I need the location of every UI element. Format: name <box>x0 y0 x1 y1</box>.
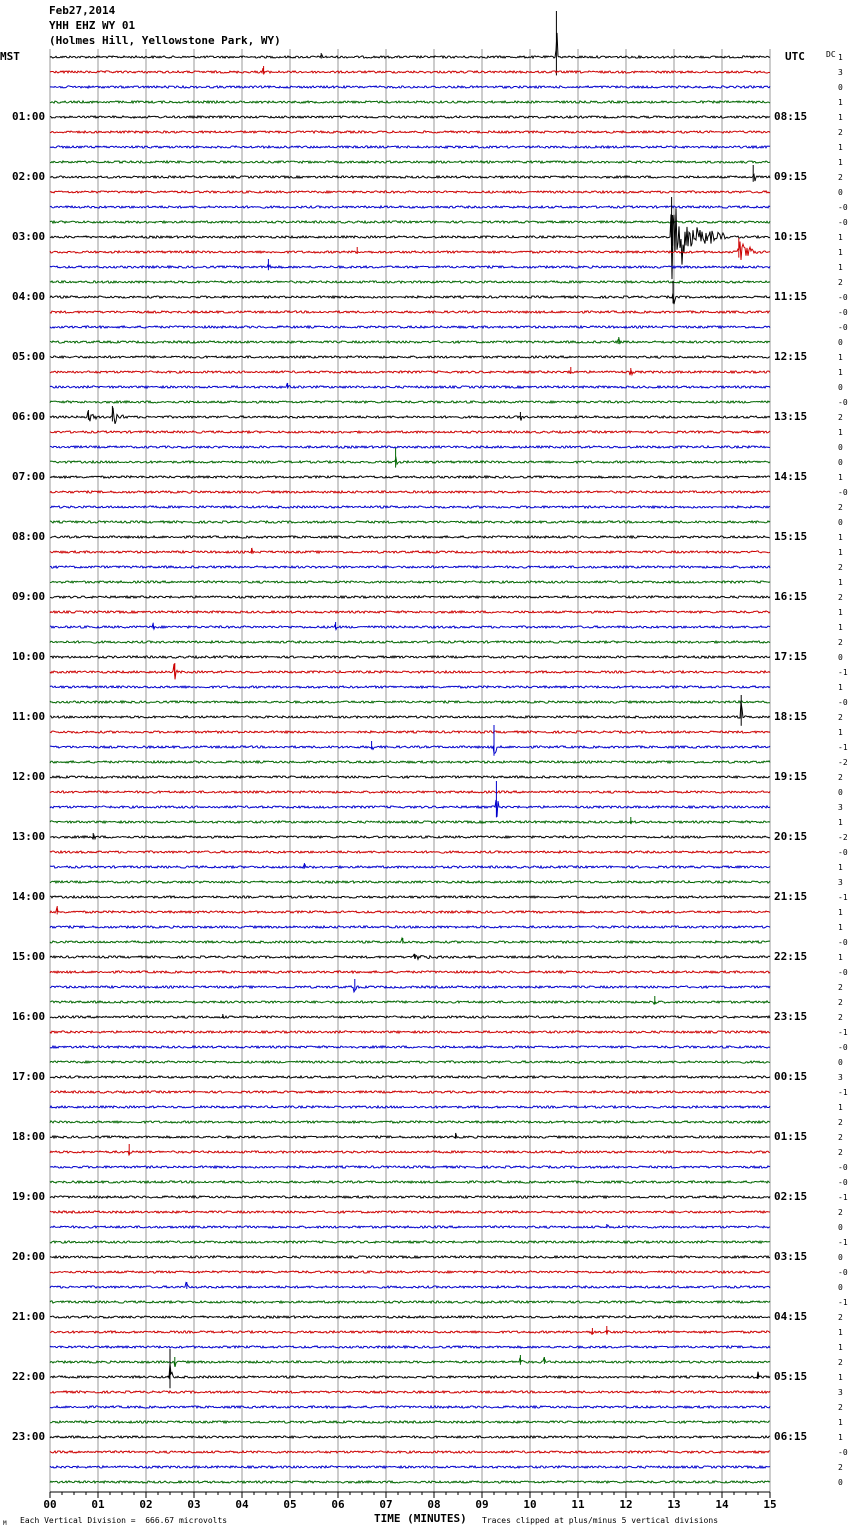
left-hour-label-19: 20:00 <box>12 1250 46 1263</box>
station-code: YHH EHZ WY 01 <box>49 19 136 32</box>
dc-offset-row-43: -0 <box>838 698 848 707</box>
trace-row-24 <box>50 408 770 424</box>
right-hour-label-19: 03:15 <box>774 1250 808 1263</box>
x-tick-label-6: 06 <box>331 1498 345 1511</box>
trace-row-62 <box>50 986 770 992</box>
trace-row-89 <box>50 1391 770 1393</box>
trace-row-71 <box>50 1121 770 1123</box>
trace-row-58 <box>50 926 770 928</box>
dc-offset-row-77: 2 <box>838 1208 843 1217</box>
dc-offset-row-40: 0 <box>838 653 843 662</box>
dc-offset-row-41: -1 <box>838 668 848 677</box>
trace-row-14 <box>50 265 770 268</box>
dc-offset-row-8: 2 <box>838 173 843 182</box>
trace-row-83 <box>50 1301 770 1303</box>
x-tick-label-2: 02 <box>139 1498 153 1511</box>
trace-row-61 <box>50 971 770 973</box>
dc-offset-row-81: -0 <box>838 1268 848 1277</box>
dc-offset-row-47: -2 <box>838 758 848 767</box>
trace-row-5 <box>50 131 770 133</box>
right-hour-label-12: 20:15 <box>774 830 808 843</box>
left-hour-label-14: 15:00 <box>12 950 46 963</box>
trace-row-21 <box>50 370 770 375</box>
trace-row-72 <box>50 1134 770 1138</box>
right-hour-label-10: 18:15 <box>774 710 808 723</box>
dc-offset-row-57: 1 <box>838 908 843 917</box>
trace-row-13 <box>50 242 770 261</box>
left-hour-label-20: 21:00 <box>12 1310 46 1323</box>
dc-offset-row-54: 1 <box>838 863 843 872</box>
trace-row-67 <box>50 1061 770 1063</box>
trace-row-86 <box>50 1346 770 1348</box>
trace-row-42 <box>50 686 770 688</box>
trace-row-23 <box>50 401 770 403</box>
trace-row-44 <box>50 702 770 718</box>
trace-row-27 <box>50 458 770 464</box>
dc-offset-row-87: 2 <box>838 1358 843 1367</box>
dc-offset-row-61: -0 <box>838 968 848 977</box>
left-hour-label-22: 23:00 <box>12 1430 46 1443</box>
trace-row-32 <box>50 536 770 538</box>
dc-offset-row-56: -1 <box>838 893 848 902</box>
left-hour-label-2: 03:00 <box>12 230 46 243</box>
dc-offset-row-79: -1 <box>838 1238 848 1247</box>
dc-offset-row-2: 0 <box>838 83 843 92</box>
trace-row-95 <box>50 1481 770 1483</box>
trace-row-80 <box>50 1256 770 1258</box>
trace-row-9 <box>50 191 770 193</box>
trace-row-34 <box>50 566 770 568</box>
trace-row-28 <box>50 476 770 478</box>
dc-offset-row-24: 2 <box>838 413 843 422</box>
dc-offset-row-53: -0 <box>838 848 848 857</box>
dc-offset-row-93: -0 <box>838 1448 848 1457</box>
dc-offset-row-26: 0 <box>838 443 843 452</box>
dc-offset-row-18: -0 <box>838 323 848 332</box>
right-hour-label-22: 06:15 <box>774 1430 808 1443</box>
dc-offset-row-0: 1 <box>838 53 843 62</box>
left-hour-label-21: 22:00 <box>12 1370 46 1383</box>
x-tick-label-3: 03 <box>187 1498 201 1511</box>
trace-row-31 <box>50 521 770 523</box>
dc-offset-row-55: 3 <box>838 878 843 887</box>
trace-row-54 <box>50 865 770 869</box>
dc-offset-row-90: 2 <box>838 1403 843 1412</box>
dc-offset-row-12: 1 <box>838 233 843 242</box>
trace-row-4 <box>50 116 770 118</box>
trace-row-92 <box>50 1436 770 1438</box>
right-hour-label-3: 11:15 <box>774 290 808 303</box>
trace-row-3 <box>50 101 770 103</box>
dc-offset-row-74: -0 <box>838 1163 848 1172</box>
dc-offset-row-19: 0 <box>838 338 843 347</box>
x-tick-label-9: 09 <box>475 1498 489 1511</box>
left-hour-label-3: 04:00 <box>12 290 46 303</box>
trace-row-26 <box>50 446 770 448</box>
seismogram-traces <box>50 11 770 1483</box>
trace-row-70 <box>50 1106 770 1108</box>
dc-offset-row-72: 2 <box>838 1133 843 1142</box>
clip-note: Traces clipped at plus/minus 5 vertical divisions <box>482 1516 719 1525</box>
dc-offset-row-13: 1 <box>838 248 843 257</box>
x-tick-label-15: 15 <box>763 1498 777 1511</box>
trace-row-22 <box>50 384 770 388</box>
right-hour-label-5: 13:15 <box>774 410 808 423</box>
dc-offset-row-91: 1 <box>838 1418 843 1427</box>
trace-row-57 <box>50 907 770 913</box>
trace-row-52 <box>50 836 770 839</box>
dc-offset-row-11: -0 <box>838 218 848 227</box>
dc-offset-row-62: 2 <box>838 983 843 992</box>
trace-row-78 <box>50 1225 770 1228</box>
left-hour-label-6: 07:00 <box>12 470 46 483</box>
dc-offset-row-63: 2 <box>838 998 843 1007</box>
dc-offset-row-78: 0 <box>838 1223 843 1232</box>
dc-offset-row-4: 1 <box>838 113 843 122</box>
dc-offset-row-23: -0 <box>838 398 848 407</box>
x-tick-label-1: 01 <box>91 1498 105 1511</box>
corner-mark: M <box>3 1520 7 1527</box>
trace-row-2 <box>50 86 770 88</box>
dc-offset-row-86: 1 <box>838 1343 843 1352</box>
trace-row-33 <box>50 549 770 553</box>
trace-row-35 <box>50 581 770 583</box>
station-location: (Holmes Hill, Yellowstone Park, WY) <box>49 34 281 47</box>
left-hour-label-17: 18:00 <box>12 1130 46 1143</box>
trace-row-63 <box>50 1001 770 1004</box>
left-hour-label-13: 14:00 <box>12 890 46 903</box>
dc-offset-row-3: 1 <box>838 98 843 107</box>
dc-offset-row-66: -0 <box>838 1043 848 1052</box>
right-hour-label-16: 00:15 <box>774 1070 808 1083</box>
right-hour-label-15: 23:15 <box>774 1010 808 1023</box>
trace-row-94 <box>50 1466 770 1468</box>
trace-row-17 <box>50 311 770 313</box>
right-hour-label-18: 02:15 <box>774 1190 808 1203</box>
dc-offset-row-44: 2 <box>838 713 843 722</box>
dc-offset-row-94: 2 <box>838 1463 843 1472</box>
trace-row-68 <box>50 1076 770 1078</box>
minute-grid <box>50 49 770 1492</box>
left-hour-label-0: 01:00 <box>12 110 46 123</box>
dc-offset-row-60: 1 <box>838 953 843 962</box>
trace-row-25 <box>50 431 770 433</box>
dc-offset-row-88: 1 <box>838 1373 843 1382</box>
x-tick-label-4: 04 <box>235 1498 249 1511</box>
right-hour-label-11: 19:15 <box>774 770 808 783</box>
trace-row-48 <box>50 776 770 778</box>
scale-note: Each Vertical Division = 666.67 microvolts <box>20 1516 228 1525</box>
dc-offset-row-9: 0 <box>838 188 843 197</box>
trace-row-79 <box>50 1241 770 1243</box>
trace-row-47 <box>50 761 770 763</box>
right-hour-label-2: 10:15 <box>774 230 808 243</box>
trace-row-1 <box>50 68 770 73</box>
dc-offset-row-39: 2 <box>838 638 843 647</box>
left-hour-label-5: 06:00 <box>12 410 46 423</box>
dc-offset-row-1: 3 <box>838 68 843 77</box>
dc-offset-row-36: 2 <box>838 593 843 602</box>
trace-row-49 <box>50 791 770 793</box>
trace-row-87 <box>50 1358 770 1367</box>
dc-offset-row-27: 0 <box>838 458 843 467</box>
dc-offset-row-17: -0 <box>838 308 848 317</box>
right-hour-label-20: 04:15 <box>774 1310 808 1323</box>
trace-row-84 <box>50 1316 770 1318</box>
trace-row-43 <box>50 701 770 703</box>
trace-row-64 <box>50 1016 770 1019</box>
trace-row-51 <box>50 821 770 824</box>
trace-row-36 <box>50 596 770 598</box>
left-hour-label-9: 10:00 <box>12 650 46 663</box>
left-timezone-label: MST <box>0 50 20 63</box>
dc-offset-header: DC <box>826 50 836 59</box>
left-hour-label-8: 09:00 <box>12 590 46 603</box>
right-hour-label-9: 17:15 <box>774 650 808 663</box>
dc-offset-row-16: -0 <box>838 293 848 302</box>
x-tick-label-8: 08 <box>427 1498 441 1511</box>
trace-row-38 <box>50 624 770 630</box>
trace-row-60 <box>50 955 770 960</box>
trace-row-88 <box>50 1363 770 1378</box>
dc-offset-row-37: 1 <box>838 608 843 617</box>
dc-offset-row-20: 1 <box>838 353 843 362</box>
trace-row-39 <box>50 641 770 643</box>
left-hour-label-18: 19:00 <box>12 1190 46 1203</box>
dc-offset-row-75: -0 <box>838 1178 848 1187</box>
right-hour-label-6: 14:15 <box>774 470 808 483</box>
dc-offset-row-30: 2 <box>838 503 843 512</box>
dc-offset-row-83: -1 <box>838 1298 848 1307</box>
trace-row-29 <box>50 491 770 493</box>
left-hour-label-15: 16:00 <box>12 1010 46 1023</box>
left-hour-label-7: 08:00 <box>12 530 46 543</box>
x-axis-label: TIME (MINUTES) <box>374 1512 467 1525</box>
left-hour-label-10: 11:00 <box>12 710 46 723</box>
right-hour-label-17: 01:15 <box>774 1130 808 1143</box>
trace-row-40 <box>50 656 770 658</box>
right-hour-label-13: 21:15 <box>774 890 808 903</box>
trace-row-12 <box>50 208 770 279</box>
dc-offset-row-29: -0 <box>838 488 848 497</box>
trace-row-46 <box>50 746 770 753</box>
dc-offset-row-51: 1 <box>838 818 843 827</box>
right-hour-label-7: 15:15 <box>774 530 808 543</box>
dc-offset-row-10: -0 <box>838 203 848 212</box>
trace-row-69 <box>50 1091 770 1093</box>
right-hour-label-0: 08:15 <box>774 110 808 123</box>
trace-row-10 <box>50 206 770 208</box>
x-tick-label-0: 00 <box>43 1498 57 1511</box>
dc-offset-row-32: 1 <box>838 533 843 542</box>
left-hour-label-16: 17:00 <box>12 1070 46 1083</box>
dc-offset-row-50: 3 <box>838 803 843 812</box>
x-tick-label-13: 13 <box>667 1498 681 1511</box>
dc-offset-row-38: 1 <box>838 623 843 632</box>
dc-offset-row-5: 2 <box>838 128 843 137</box>
x-tick-label-5: 05 <box>283 1498 297 1511</box>
dc-offset-row-76: -1 <box>838 1193 848 1202</box>
trace-row-37 <box>50 611 770 613</box>
dc-offset-row-68: 3 <box>838 1073 843 1082</box>
trace-row-0 <box>50 33 770 58</box>
dc-offset-row-84: 2 <box>838 1313 843 1322</box>
x-tick-label-11: 11 <box>571 1498 585 1511</box>
dc-offset-row-89: 3 <box>838 1388 843 1397</box>
dc-offset-row-82: 0 <box>838 1283 843 1292</box>
trace-row-66 <box>50 1046 770 1048</box>
trace-row-6 <box>50 146 770 148</box>
trace-row-59 <box>50 938 770 943</box>
trace-row-7 <box>50 161 770 163</box>
trace-row-53 <box>50 851 770 853</box>
dc-offset-row-35: 1 <box>838 578 843 587</box>
dc-offset-row-92: 1 <box>838 1433 843 1442</box>
dc-offset-row-22: 0 <box>838 383 843 392</box>
right-hour-label-1: 09:15 <box>774 170 808 183</box>
trace-row-16 <box>50 293 770 304</box>
dc-offset-row-42: 1 <box>838 683 843 692</box>
trace-row-18 <box>50 326 770 328</box>
dc-offset-row-25: 1 <box>838 428 843 437</box>
dc-offset-row-64: 2 <box>838 1013 843 1022</box>
dc-offset-row-46: -1 <box>838 743 848 752</box>
dc-offset-row-49: 0 <box>838 788 843 797</box>
dc-offset-row-58: 1 <box>838 923 843 932</box>
trace-row-8 <box>50 175 770 181</box>
dc-offset-row-34: 2 <box>838 563 843 572</box>
dc-offset-row-70: 1 <box>838 1103 843 1112</box>
trace-row-30 <box>50 506 770 508</box>
trace-row-90 <box>50 1406 770 1408</box>
right-hour-label-14: 22:15 <box>774 950 808 963</box>
trace-row-77 <box>50 1211 770 1213</box>
dc-offset-row-14: 1 <box>838 263 843 272</box>
dc-offset-row-95: 0 <box>838 1478 843 1487</box>
dc-offset-row-45: 1 <box>838 728 843 737</box>
trace-row-20 <box>50 356 770 358</box>
right-hour-label-4: 12:15 <box>774 350 808 363</box>
time-axis <box>43 1492 776 1511</box>
dc-offset-row-33: 1 <box>838 548 843 557</box>
dc-offset-row-80: 0 <box>838 1253 843 1262</box>
dc-offset-row-28: 1 <box>838 473 843 482</box>
right-hour-label-21: 05:15 <box>774 1370 808 1383</box>
dc-offset-row-67: 0 <box>838 1058 843 1067</box>
x-tick-label-14: 14 <box>715 1498 729 1511</box>
trace-row-93 <box>50 1451 770 1453</box>
trace-row-82 <box>50 1283 770 1289</box>
dc-offset-row-7: 1 <box>838 158 843 167</box>
right-hour-label-8: 16:15 <box>774 590 808 603</box>
trace-row-45 <box>50 731 770 733</box>
trace-row-55 <box>50 881 770 883</box>
left-hour-label-12: 13:00 <box>12 830 46 843</box>
trace-row-73 <box>50 1151 770 1155</box>
dc-offset-row-65: -1 <box>838 1028 848 1037</box>
dc-offset-row-15: 2 <box>838 278 843 287</box>
trace-row-85 <box>50 1331 770 1335</box>
right-timezone-label: UTC <box>785 50 805 63</box>
left-hour-label-4: 05:00 <box>12 350 46 363</box>
trace-row-65 <box>50 1031 770 1033</box>
dc-offset-row-6: 1 <box>838 143 843 152</box>
trace-row-91 <box>50 1421 770 1423</box>
x-tick-label-12: 12 <box>619 1498 633 1511</box>
left-hour-label-11: 12:00 <box>12 770 46 783</box>
dc-offset-row-59: -0 <box>838 938 848 947</box>
x-tick-label-10: 10 <box>523 1498 537 1511</box>
dc-offset-row-52: -2 <box>838 833 848 842</box>
trace-row-50 <box>50 800 770 817</box>
dc-offset-row-21: 1 <box>838 368 843 377</box>
trace-row-41 <box>50 664 770 680</box>
dc-offset-row-71: 2 <box>838 1118 843 1127</box>
trace-row-56 <box>50 896 770 898</box>
dc-offset-row-48: 2 <box>838 773 843 782</box>
trace-row-74 <box>50 1166 770 1168</box>
trace-row-19 <box>50 339 770 343</box>
dc-offset-row-69: -1 <box>838 1088 848 1097</box>
left-hour-label-1: 02:00 <box>12 170 46 183</box>
dc-offset-row-73: 2 <box>838 1148 843 1157</box>
trace-row-75 <box>50 1181 770 1183</box>
trace-row-76 <box>50 1196 770 1198</box>
dc-offset-row-85: 1 <box>838 1328 843 1337</box>
trace-row-11 <box>50 221 770 223</box>
dc-offset-row-31: 0 <box>838 518 843 527</box>
x-tick-label-7: 07 <box>379 1498 393 1511</box>
trace-row-81 <box>50 1271 770 1273</box>
trace-row-15 <box>50 281 770 283</box>
station-date: Feb27,2014 <box>49 4 116 17</box>
